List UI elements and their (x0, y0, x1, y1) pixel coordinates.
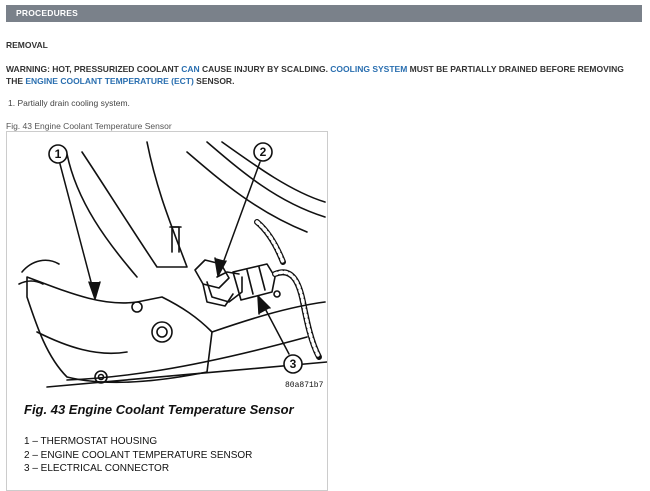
section-title-removal: REMOVAL (6, 40, 48, 50)
legend-item: 2 – ENGINE COOLANT TEMPERATURE SENSOR (24, 449, 253, 461)
link-can[interactable]: CAN (181, 64, 200, 74)
callout-1: 1 (54, 147, 62, 161)
warning-text (6, 63, 642, 87)
warning-text-part: MUST BE PARTIALLY DRAINED BEFORE REMOVING THE (6, 64, 624, 86)
warning-text-part: CAUSE INJURY BY SCALDING. (199, 64, 331, 74)
figure-ect-sensor[interactable] (6, 131, 328, 491)
procedures-header: PROCEDURES (6, 5, 642, 22)
step-1: 1. Partially drain cooling system. (8, 98, 130, 108)
figure-id-label: 80a871b7 (285, 381, 324, 390)
engine-diagram (7, 132, 328, 397)
callout-2: 2 (259, 145, 267, 159)
figure-caption: Fig. 43 Engine Coolant Temperature Sensor (6, 121, 172, 131)
legend-item: 3 – ELECTRICAL CONNECTOR (24, 463, 170, 474)
legend-item: 1 – THERMOSTAT HOUSING (24, 436, 158, 447)
warning-text-part: SENSOR. (193, 76, 235, 86)
warning-text-part: WARNING: HOT, PRESSURIZED COOLANT (6, 64, 182, 74)
figure-title: Fig. 43 Engine Coolant Temperature Sensor (24, 402, 294, 417)
callout-3: 3 (289, 357, 297, 371)
link-cooling-system[interactable]: COOLING SYSTEM (330, 64, 408, 74)
figure-legend (24, 435, 252, 476)
link-engine-coolant-temperature-sensor[interactable]: ENGINE COOLANT TEMPERATURE (ECT) (25, 76, 194, 86)
